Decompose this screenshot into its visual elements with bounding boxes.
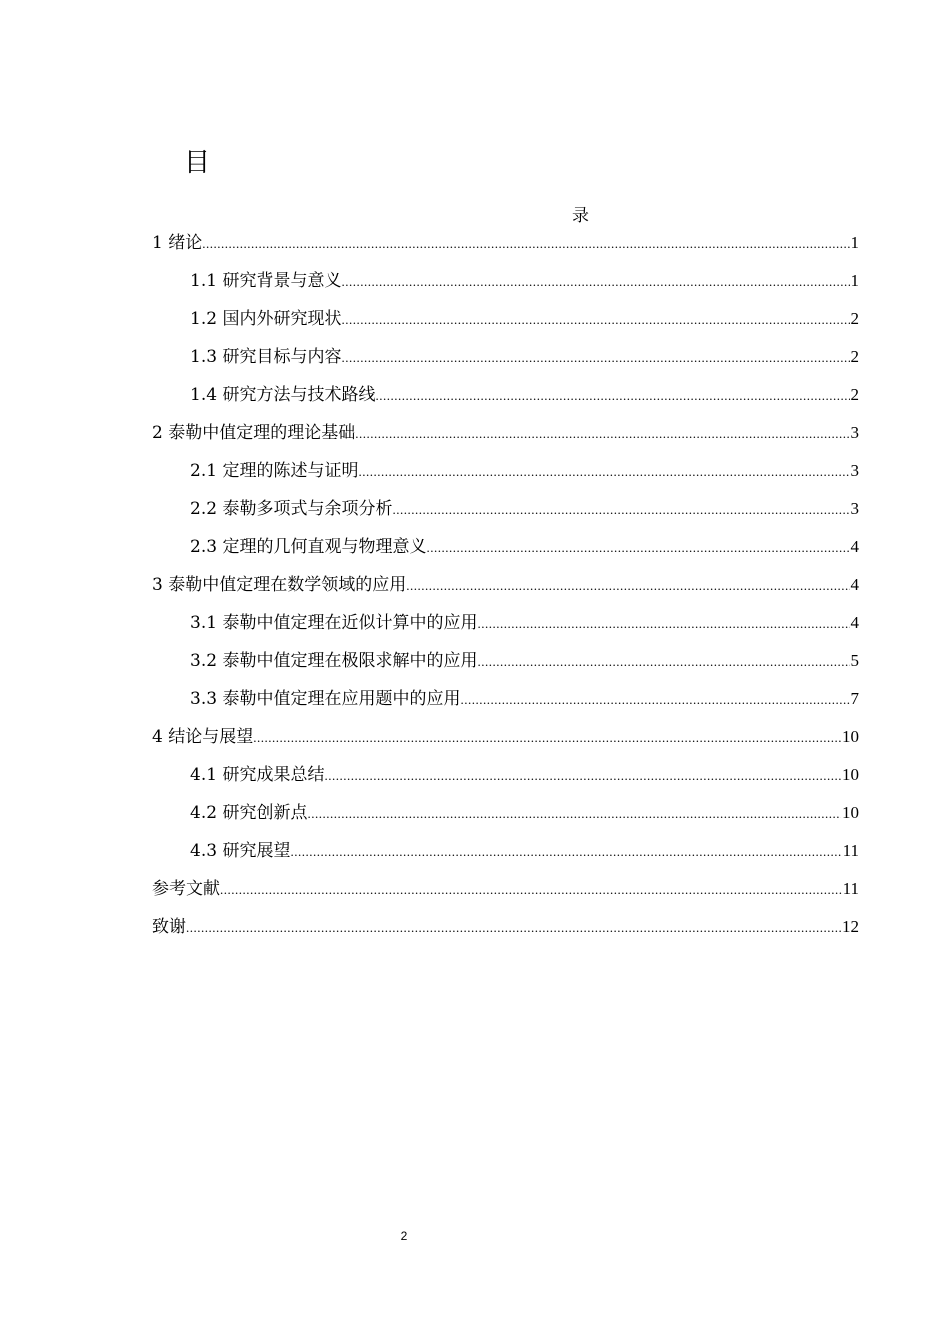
toc-entry[interactable] [152,832,859,870]
toc-dot-leader [358,453,849,491]
toc-entry-label: 1.1 研究背景与意义 [190,271,342,291]
toc-entry-page: 10 [842,803,859,822]
toc-entry-page: 1 [850,271,859,290]
toc-entry-label: 4.3 研究展望 [190,841,291,861]
toc-dot-leader [253,719,841,757]
toc-entry-page: 1 [850,233,859,252]
toc-entry-label: 4 结论与展望 [152,727,254,747]
toc-entry-label: 1.2 国内外研究现状 [190,309,342,329]
toc-dot-leader [220,871,842,909]
toc-dot-leader [341,263,849,301]
toc-entry-label: 3 泰勒中值定理在数学领域的应用 [152,575,407,595]
toc-entry-page: 4 [850,537,859,556]
toc-entry[interactable] [152,300,859,338]
toc-entry-label: 3.1 泰勒中值定理在近似计算中的应用 [190,613,478,633]
toc-dot-leader [202,225,849,263]
toc-entry-page: 4 [850,575,859,594]
toc-dot-leader [426,529,849,567]
toc-entry-label: 2 泰勒中值定理的理论基础 [152,423,356,443]
toc-entry[interactable] [152,528,859,566]
toc-entry-page: 4 [850,613,859,632]
toc-dot-leader [477,605,849,643]
toc-entry-label: 3.3 泰勒中值定理在应用题中的应用 [190,689,461,709]
toc-title-char-1: 目 [184,148,211,178]
toc-entry[interactable] [152,566,859,604]
toc-entry-label: 2.1 定理的陈述与证明 [190,461,359,481]
toc-entry[interactable] [152,908,859,946]
toc-entry-page: 11 [842,879,859,898]
toc-entry-page: 10 [842,727,859,746]
toc-entry[interactable] [152,452,859,490]
toc-entry-label: 2.2 泰勒多项式与余项分析 [190,499,393,519]
toc-entry-label: 3.2 泰勒中值定理在极限求解中的应用 [190,651,478,671]
page-number: 2 [400,1229,408,1243]
toc-dot-leader [355,415,849,453]
toc-entry-page: 11 [842,841,859,860]
toc-entry-label: 参考文献 [152,879,220,899]
toc-title-char-2: 录 [572,206,589,226]
toc-entry[interactable] [152,338,859,376]
toc-entry-label: 1 绪论 [152,233,203,253]
toc-dot-leader [307,795,841,833]
toc-entry[interactable] [152,224,859,262]
toc-dot-leader [392,491,849,529]
toc-entry-label: 2.3 定理的几何直观与物理意义 [190,537,427,557]
toc-dot-leader [186,909,841,947]
toc-entry-page: 3 [850,499,859,518]
toc-entry[interactable] [152,642,859,680]
toc-entry-label: 4.1 研究成果总结 [190,765,325,785]
toc-entry[interactable] [152,756,859,794]
toc-entry[interactable] [152,680,859,718]
toc-entry-page: 12 [842,917,859,936]
toc-dot-leader [341,301,849,339]
toc-entry[interactable] [152,490,859,528]
toc-entry-page: 7 [850,689,859,708]
toc-entry-page: 5 [850,651,859,670]
toc-entry[interactable] [152,376,859,414]
toc-entry-label: 致谢 [152,917,186,937]
toc-dot-leader [290,833,841,871]
toc-dot-leader [460,681,849,719]
toc-entry[interactable] [152,870,859,908]
toc-dot-leader [324,757,841,795]
toc-entry-page: 3 [850,423,859,442]
toc-dot-leader [477,643,849,681]
toc-dot-leader [375,377,849,415]
toc-entry-page: 2 [850,347,859,366]
toc-entry[interactable] [152,718,859,756]
toc-dot-leader [406,567,849,605]
toc-entry-label: 1.3 研究目标与内容 [190,347,342,367]
toc-dot-leader [341,339,849,377]
toc-entry[interactable] [152,262,859,300]
toc-entry-page: 10 [842,765,859,784]
toc-entry-page: 3 [850,461,859,480]
toc-entry-label: 1.4 研究方法与技术路线 [190,385,376,405]
table-of-contents [152,224,859,946]
toc-entry[interactable] [152,794,859,832]
toc-entry[interactable] [152,604,859,642]
toc-entry-page: 2 [850,385,859,404]
toc-entry[interactable] [152,414,859,452]
toc-entry-label: 4.2 研究创新点 [190,803,308,823]
toc-entry-page: 2 [850,309,859,328]
